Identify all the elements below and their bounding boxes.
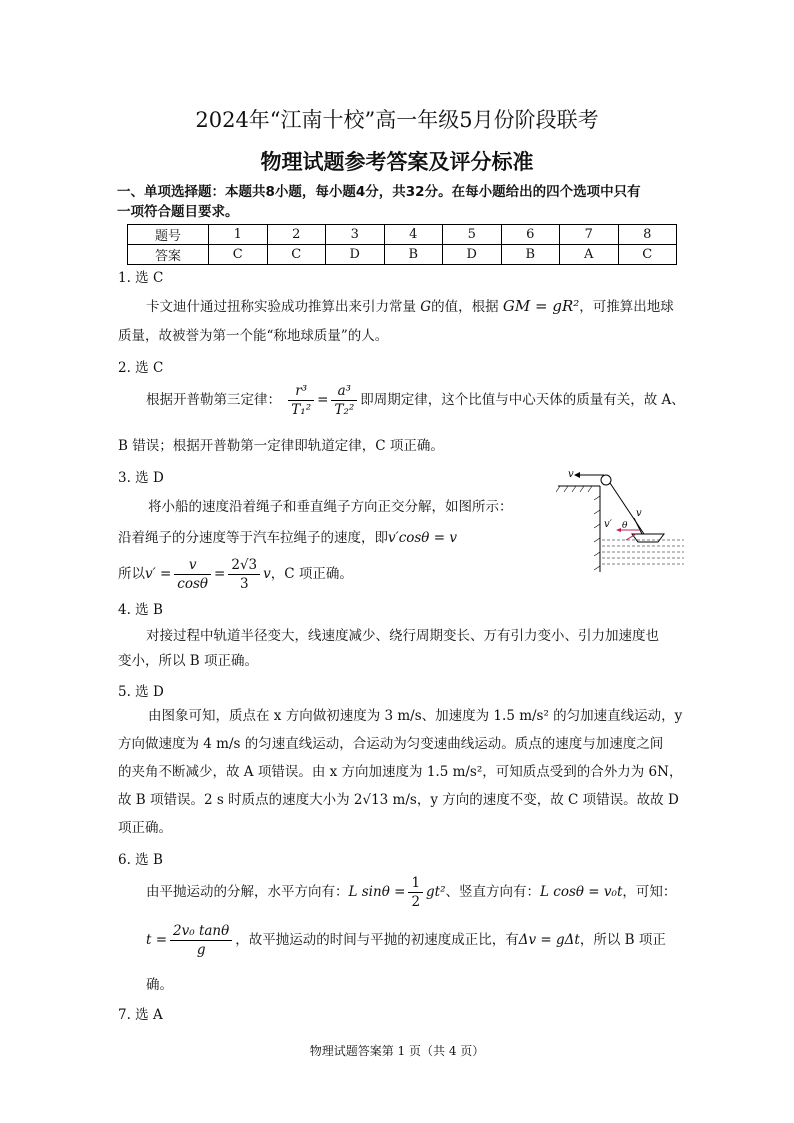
q6-line3: 确。 — [146, 977, 173, 993]
table-cell: 1 — [209, 225, 268, 245]
exam-title: 2024年“江南十校”高一年级5月份阶段联考 — [195, 108, 599, 132]
table-row-numbers — [128, 225, 677, 245]
q6-fraction-half — [408, 874, 423, 911]
q6-formula: Δv = gΔt — [518, 932, 580, 948]
table-row-answers — [128, 245, 677, 265]
q6-text: 由平抛运动的分解，水平方向有： — [146, 884, 349, 900]
q3-text: 所以 — [118, 566, 145, 582]
table-cell: 3 — [326, 225, 385, 245]
q6-text: ，故平抛运动的时间与平抛的初速度成正比，有 — [235, 932, 519, 948]
q3-line3: 所以v′ = $\frac{v}{\cos\theta}$ = $\frac{2√3}{3}$ v，C 项正确。 — [118, 557, 353, 592]
q3-frac-num: 2√3 — [228, 556, 260, 575]
table-cell: D — [326, 245, 385, 265]
boat-rope-diagram — [556, 464, 686, 574]
q3-formula: v′cosθ = v — [388, 530, 457, 546]
table-cell: C — [267, 245, 326, 265]
q6-text: 、竖直方向有： — [445, 884, 541, 900]
q3-frac-den: cosθ — [177, 576, 209, 592]
q2-label: 2. 选 C — [118, 360, 164, 376]
q1-formula: GM = gR² — [502, 297, 580, 315]
table-cell: D — [443, 245, 502, 265]
q1-line1 — [146, 296, 674, 317]
diagram-label-vprime: v′ — [604, 519, 612, 530]
q3-fraction — [174, 556, 211, 593]
answer-key-title: 物理试题参考答案及评分标准 — [260, 150, 534, 174]
diagram-label-v: v — [568, 469, 574, 480]
q5-line4: 故 B 项错误。2 s 时质点的速度大小为 2√13 m/s，y 方向的速度不变，故 C 项错误。故故 D — [118, 792, 679, 808]
q5-line3: 的夹角不断减少，故 A 项错误。由 x 方向加速度为 1.5 m/s²，可知质点受到的合外力为 6N， — [118, 764, 683, 780]
q2-frac-den: T₂² — [334, 402, 355, 418]
q2-text: 即周期定律，这个比值与中心天体的质量有关，故 A、 — [360, 392, 685, 408]
section-heading-line2: 一项符合题目要求。 — [117, 204, 239, 220]
arrow-icon — [616, 528, 621, 532]
table-cell: 2 — [267, 225, 326, 245]
q6-formula: L cosθ = v₀t — [540, 884, 623, 900]
page-footer: 物理试题答案第 1 页（共 4 页） — [309, 1044, 485, 1058]
q2-equals: = — [317, 392, 329, 408]
q2-fraction-r — [288, 382, 314, 419]
q2-text: 根据开普勒第三定律： — [146, 392, 281, 408]
table-cell: C — [618, 245, 677, 265]
q6-text: ，所以 B 项正 — [579, 932, 666, 948]
q3-line1: 将小船的速度沿着绳子和垂直绳子方向正交分解，如图所示： — [148, 499, 513, 515]
q2-frac-den: T₁² — [291, 402, 312, 418]
q2-line1 — [146, 382, 685, 419]
table-header-number: 题号 — [128, 225, 209, 245]
table-cell: C — [209, 245, 268, 265]
q2-frac-num: a³ — [331, 382, 357, 401]
q6-formula: L sinθ = — [348, 884, 406, 900]
q6-formula: gt² — [426, 884, 446, 900]
q6-frac-den: g — [196, 942, 206, 958]
table-cell: B — [501, 245, 560, 265]
q6-frac-num: 2v₀ tanθ — [170, 922, 232, 941]
table-header-answer: 答案 — [128, 245, 209, 265]
diagram-label-theta: θ — [622, 521, 628, 531]
q3-fraction — [228, 556, 260, 593]
diagram-label-v-rope: v — [636, 508, 642, 519]
q1-text: 的值，根据 — [431, 299, 499, 315]
section-heading-line1: 一、单项选择题：本题共8小题，每小题4分，共32分。在每小题给出的四个选项中只有 — [117, 184, 641, 200]
q5-line5: 项正确。 — [118, 820, 172, 836]
table-cell: 4 — [384, 225, 443, 245]
q5-line1: 由图象可知，质点在 x 方向做初速度为 3 m/s、加速度为 1.5 m/s² 的匀加速直线运动，y — [148, 708, 683, 724]
q1-line2: 质量，故被誉为第一个能“称地球质量”的人。 — [118, 328, 389, 344]
table-cell: 7 — [560, 225, 619, 245]
q3-text: ，C 项正确。 — [270, 566, 353, 582]
q4-label: 4. 选 B — [118, 602, 163, 618]
q2-frac-num: r³ — [288, 382, 314, 401]
q1-label: 1. 选 C — [118, 270, 164, 286]
q6-line2 — [146, 922, 666, 959]
q3-formula: v′ = — [145, 566, 172, 582]
q2-line2: B 错误；根据开普勒第一定律即轨道定律，C 项正确。 — [118, 438, 444, 454]
q6-frac-num: 1 — [408, 874, 423, 893]
q4-line2: 变小，所以 B 项正确。 — [118, 653, 259, 669]
q1-var-g: G — [420, 299, 432, 315]
q7-label: 7. 选 A — [118, 1007, 163, 1023]
q6-text: ，可知： — [622, 884, 677, 900]
q5-label: 5. 选 D — [118, 684, 164, 700]
table-cell: 8 — [618, 225, 677, 245]
q3-text: 沿着绳子的分速度等于汽车拉绳子的速度，即 — [118, 530, 388, 546]
table-cell: 6 — [501, 225, 560, 245]
arrow-icon — [574, 472, 580, 478]
q4-line1: 对接过程中轨道半径变大，线速度减少、绕行周期变长、万有引力变小、引力加速度也 — [146, 628, 659, 644]
q6-frac-den: 2 — [411, 894, 421, 910]
q3-frac-num: v — [174, 556, 211, 575]
q3-line2 — [118, 528, 457, 548]
q2-fraction-a — [331, 382, 357, 419]
q1-text: ，可推算出地球 — [579, 299, 674, 315]
q3-frac-den: 3 — [239, 576, 249, 592]
q3-formula: v — [263, 566, 271, 582]
answer-table — [127, 224, 677, 265]
table-cell: 5 — [443, 225, 502, 245]
q6-fraction-t — [170, 922, 232, 959]
q6-label: 6. 选 B — [118, 852, 163, 868]
q3-label: 3. 选 D — [118, 470, 164, 486]
table-cell: A — [560, 245, 619, 265]
q1-text: 卡文迪什通过扭称实验成功推算出来引力常量 — [146, 299, 416, 315]
q5-line2: 方向做速度为 4 m/s 的匀速直线运动，合运动为匀变速曲线运动。质点的速度与加速度之间 — [118, 736, 664, 752]
q6-line1 — [146, 874, 676, 911]
q6-formula: t = — [146, 932, 168, 948]
table-cell: B — [384, 245, 443, 265]
